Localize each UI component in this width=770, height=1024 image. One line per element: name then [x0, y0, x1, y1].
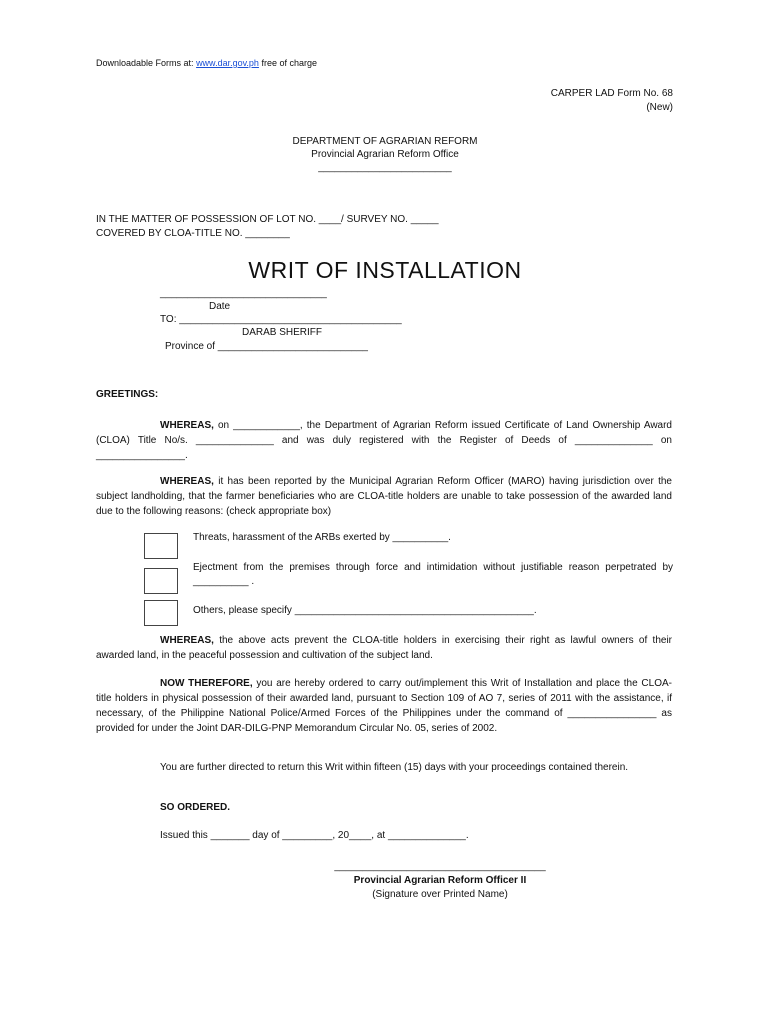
signatory-title: Provincial Agrarian Reform Officer II [353, 875, 527, 886]
office-blank: ________________________ [318, 162, 452, 173]
option-ejectment: Ejectment from the premises through force and intimidation without justifiable reason perpetrated by __________ . [193, 562, 673, 587]
whereas-paragraph-3 [96, 633, 672, 663]
checkbox-others[interactable] [144, 600, 178, 626]
download-link[interactable]: www.dar.gov.ph [196, 58, 259, 68]
directive-text: You are further directed to return this Writ within fifteen (15) days with your proceedings contained therein. [160, 762, 629, 773]
to-line: TO: ________________________________________ [160, 314, 402, 325]
now-therefore-lead: NOW THEREFORE, [160, 678, 253, 689]
document-title: WRIT OF INSTALLATION [248, 257, 522, 283]
form-new-label: (New) [646, 102, 673, 113]
download-note [96, 58, 317, 68]
whereas-paragraph-1 [96, 418, 672, 463]
whereas-lead: WHEREAS, [160, 420, 214, 431]
whereas-text: it has been reported by the Municipal Agrarian Reform Officer (MARO) having jurisdiction over the subject landholding, that the farmer beneficiaries who are CLOA-title holders are unable to take possession of the awarded land due to the following reasons: (check appropriate box) [96, 476, 672, 517]
greetings: GREETINGS: [96, 389, 159, 400]
office-name: Provincial Agrarian Reform Office [311, 149, 459, 160]
option-threats: Threats, harassment of the ARBs exerted by __________. [193, 532, 451, 543]
download-prefix: Downloadable Forms at: [96, 58, 194, 68]
whereas-text: the above acts prevent the CLOA-title holders in exercising their right as lawful owners of their awarded land, in the peaceful possession and cultivation of the subject land. [96, 635, 672, 661]
directive-paragraph [96, 760, 672, 775]
sheriff-label: DARAB SHERIFF [242, 327, 323, 338]
download-suffix: free of charge [261, 58, 317, 68]
checkbox-threats[interactable] [144, 533, 178, 559]
matter-cloa-line: COVERED BY CLOA-TITLE NO. ________ [96, 228, 290, 239]
date-blank: ______________________________ [160, 288, 327, 299]
option-others: Others, please specify ___________________________________________. [193, 605, 537, 616]
checkbox-ejectment[interactable] [144, 568, 178, 594]
whereas-lead: WHEREAS, [160, 476, 214, 487]
issued-line: Issued this _______ day of _________, 20____, at ______________. [160, 830, 469, 841]
agency-block [0, 135, 770, 174]
now-therefore-text: you are hereby ordered to carry out/implement this Writ of Installation and place the CLOA-title holders in physical possession of their awarded land, pursuant to Section 109 of AO 7, series of 2011 with the assistance, if necessary, of the Philippine National Police/Armed Forces of the Philippines under the command of ________________ as provided for under the Joint DAR-DILG-PNP Memorandum Circular No. 05, series of 2002. [96, 678, 672, 734]
signature-line: ______________________________________ [334, 861, 546, 872]
province-line: Province of ___________________________ [165, 341, 368, 352]
date-label: Date [209, 301, 231, 312]
now-therefore-paragraph [96, 676, 672, 736]
whereas-paragraph-2 [96, 474, 672, 519]
matter-block [96, 213, 439, 241]
department-name: DEPARTMENT OF AGRARIAN REFORM [292, 136, 478, 147]
form-number: CARPER LAD Form No. 68 [550, 88, 673, 99]
signature-block [330, 860, 550, 902]
whereas-lead: WHEREAS, [160, 635, 214, 646]
so-ordered: SO ORDERED. [160, 802, 231, 813]
whereas-text: on ____________, the Department of Agrarian Reform issued Certificate of Land Ownership Award (CLOA) Title No/s. ______________ and was duly registered with the Register of Deeds of ______________ on ________________. [96, 420, 672, 461]
matter-lot-line: IN THE MATTER OF POSSESSION OF LOT NO. ____/ SURVEY NO. _____ [96, 214, 439, 225]
signatory-subtitle: (Signature over Printed Name) [372, 889, 508, 900]
form-id [551, 87, 673, 115]
